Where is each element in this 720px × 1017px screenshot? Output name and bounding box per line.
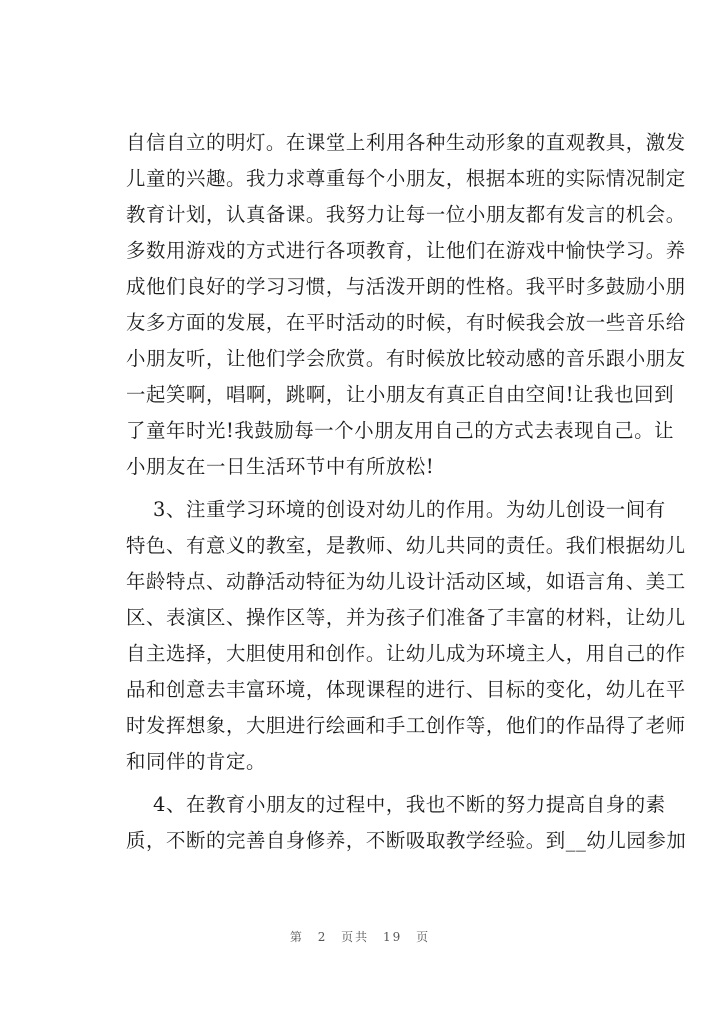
text-line: 特色、有意义的教室，是教师、幼儿共同的责任。我们根据幼儿: [126, 534, 686, 557]
text-line: 友多方面的发展，在平时活动的时候，有时候我会放一些音乐给: [126, 311, 686, 334]
text-line: 自信自立的明灯。在课堂上利用各种生动形象的直观教具，激发: [126, 131, 686, 154]
footer-label-of: 页共: [341, 930, 370, 944]
text-line: 一起笑啊，唱啊，跳啊，让小朋友有真正自由空间!让我也回到: [126, 383, 675, 406]
paragraph-spacer: [126, 485, 606, 492]
text-line: 3、注重学习环境的创设对幼儿的作用。为幼儿创设一间有: [126, 498, 666, 521]
text-line: 时发挥想象，大胆进行绘画和手工创作等，他们的作品得了老师: [126, 714, 686, 737]
paragraph-spacer: [126, 780, 606, 787]
current-page-number: 2: [317, 930, 328, 944]
text-line: 年龄特点、动静活动特征为幼儿设计活动区域，如语言角、美工: [126, 570, 686, 593]
page-footer: [0, 928, 720, 945]
text-line: 小朋友听，让他们学会欣赏。有时候放比较动感的音乐跟小朋友: [126, 347, 686, 370]
text-line: 品和创意去丰富环境，体现课程的进行、目标的变化，幼儿在平: [126, 678, 686, 701]
text-line: 儿童的兴趣。我力求尊重每个小朋友，根据本班的实际情况制定: [126, 167, 686, 190]
text-line: 4、在教育小朋友的过程中，我也不断的努力提高自身的素: [126, 793, 666, 816]
paragraph-1: [126, 125, 686, 485]
body-text: [126, 125, 687, 859]
paragraph-2: [126, 492, 686, 780]
text-line: 小朋友在一日生活环节中有所放松!: [126, 455, 435, 478]
total-pages-number: 19: [383, 930, 403, 944]
text-line: 教育计划，认真备课。我努力让每一位小朋友都有发言的机会。: [126, 203, 686, 226]
text-line: 多数用游戏的方式进行各项教育，让他们在游戏中愉快学习。养: [126, 239, 686, 262]
text-line: 成他们良好的学习习惯，与活泼开朗的性格。我平时多鼓励小朋: [126, 275, 686, 298]
text-line: 质，不断的完善自身修养，不断吸取教学经验。到__幼儿园参加: [126, 829, 687, 852]
text-line: 了童年时光!我鼓励每一个小朋友用自己的方式去表现自己。让: [126, 419, 675, 442]
paragraph-3: [126, 787, 687, 859]
text-line: 自主选择，大胆使用和创作。让幼儿成为环境主人，用自己的作: [126, 642, 686, 665]
footer-label-end: 页: [416, 930, 431, 944]
text-line: 区、表演区、操作区等，并为孩子们准备了丰富的材料，让幼儿: [126, 606, 686, 629]
text-line: 和同伴的肯定。: [126, 750, 266, 773]
footer-label-page: 第: [289, 930, 304, 944]
